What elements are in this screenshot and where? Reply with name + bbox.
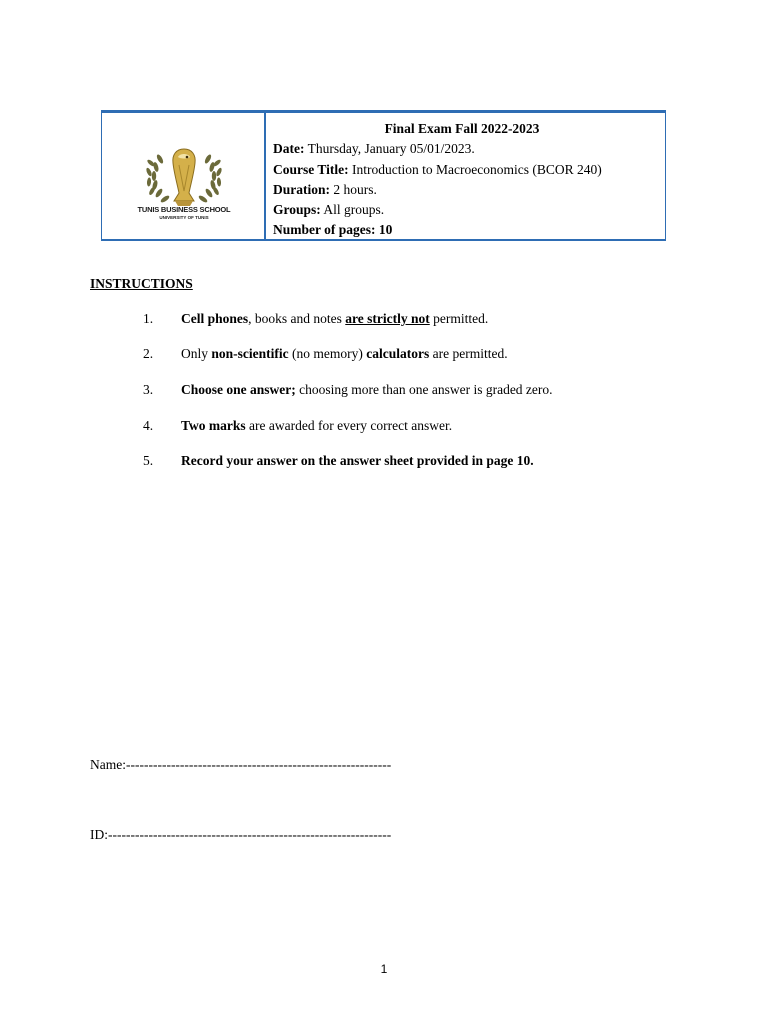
- exam-header-table: [101, 110, 666, 241]
- instruction-text: permitted.: [429, 311, 489, 326]
- instruction-text: are awarded for every correct answer.: [245, 418, 453, 433]
- duration-label: Duration:: [273, 181, 330, 197]
- date-value: Thursday, January 05/01/2023.: [304, 141, 475, 157]
- instructions-heading: INSTRUCTIONS: [90, 276, 193, 291]
- groups-value: All groups.: [320, 202, 385, 218]
- instruction-text-bold: Cell phones: [181, 311, 249, 326]
- date-label: Date:: [273, 141, 305, 157]
- logo-cell: [102, 113, 266, 239]
- course-label: Course Title:: [273, 161, 349, 177]
- instruction-item-4: [143, 418, 452, 434]
- instruction-item-2: [143, 346, 508, 362]
- groups-label: Groups:: [273, 202, 321, 218]
- page-number: 1: [380, 962, 388, 976]
- instruction-text: are permitted.: [429, 346, 508, 361]
- instruction-text: (no memory): [288, 346, 367, 361]
- instruction-item-1: [143, 311, 488, 327]
- instruction-text-bold: Two marks: [181, 418, 246, 433]
- instruction-number: 2.: [143, 346, 154, 361]
- name-field-line: Name:-----------------------------------------------------------: [90, 757, 392, 772]
- instruction-number: 5.: [143, 453, 154, 468]
- instruction-item-3: [143, 382, 553, 398]
- logo-university-name: UNIVERSITY OF TUNIS: [159, 215, 209, 220]
- instruction-item-5: [143, 453, 534, 469]
- instruction-text: , books and notes: [248, 311, 346, 326]
- instruction-number: 1.: [143, 311, 154, 326]
- instruction-text-underlined: are strictly not: [345, 311, 430, 326]
- instruction-number: 4.: [143, 418, 154, 433]
- groups-row: [273, 200, 665, 220]
- duration-value: 2 hours.: [330, 181, 377, 197]
- instruction-text-bold: Choose one answer;: [181, 382, 296, 397]
- id-field-line: ID:---------------------------------------------------------------: [90, 827, 392, 842]
- duration-row: [273, 180, 665, 200]
- instruction-text: choosing more than one answer is graded zero.: [295, 382, 553, 397]
- exam-info-cell: [266, 113, 665, 239]
- instruction-text: Only: [181, 346, 212, 361]
- instruction-text-bold: calculators: [366, 346, 430, 361]
- course-value: Introduction to Macroeconomics (BCOR 240): [348, 161, 602, 177]
- course-row: [273, 160, 665, 180]
- instruction-number: 3.: [143, 382, 154, 397]
- date-row: [273, 139, 665, 159]
- exam-title: Final Exam Fall 2022-2023: [384, 121, 540, 136]
- instruction-text-bold: Record your answer on the answer sheet provided in page 10.: [181, 453, 534, 468]
- pages-row: Number of pages: 10: [273, 222, 393, 238]
- logo-school-name: TUNIS BUSINESS SCHOOL: [137, 205, 231, 214]
- instruction-text-bold: non-scientific: [211, 346, 289, 361]
